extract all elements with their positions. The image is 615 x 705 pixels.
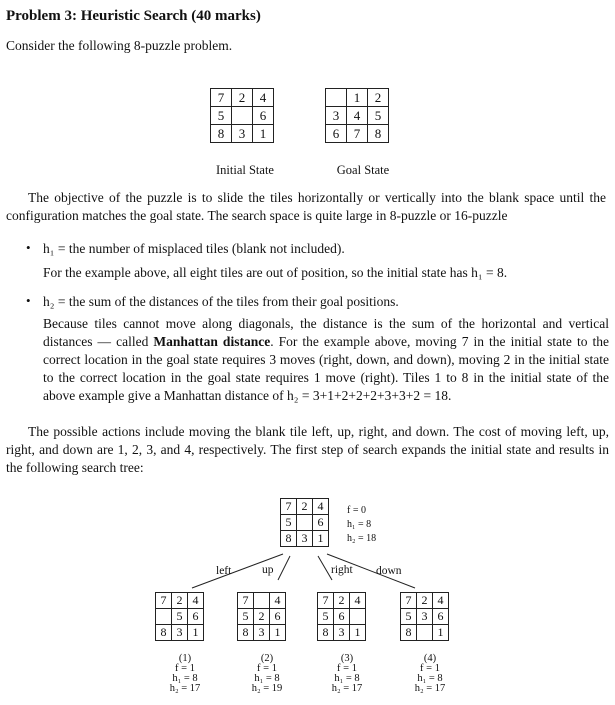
child-node-1-grid: [155, 592, 204, 641]
cell: [417, 625, 433, 641]
cell: 8: [281, 531, 297, 547]
node-h2: h₂ = 19: [251, 683, 283, 694]
cell: 3: [326, 107, 347, 125]
problem-title: Problem 3: Heuristic Search (40 marks): [6, 8, 261, 24]
cell: 4: [270, 593, 286, 609]
cell: 8: [238, 625, 254, 641]
edge-down-label: down: [376, 565, 402, 577]
cell: 5: [238, 609, 254, 625]
node-h2: h₂ = 17: [169, 683, 201, 694]
h1-example: For the example above, all eight tiles are out of position, so the initial state has h₁ = 8.: [43, 265, 508, 280]
cell: 1: [347, 89, 368, 107]
cell: 5: [172, 609, 188, 625]
child-node-1-info: [155, 654, 215, 694]
cell: 4: [350, 593, 366, 609]
cell: 6: [270, 609, 286, 625]
cell: 4: [347, 107, 368, 125]
node-h1: h₁ = 8: [172, 673, 198, 684]
node-number: (1): [178, 653, 192, 664]
h2-text-after: . For the example above, moving 7 in the initial state to the correct location in the goal state requires 3 moves (right, down, and down), moving 2 in the initial state to the correct location in the goal state requires 1 move (right). Tiles 1 to 8 in the initial state of the above example give a Manhattan distance of h₂ = 3+1+2+2+2+3+3+2 = 18.: [43, 334, 609, 403]
cell: 7: [211, 89, 232, 107]
edge-up-line: [278, 556, 290, 580]
cell: 7: [318, 593, 334, 609]
cell: 4: [253, 89, 274, 107]
cell: 2: [368, 89, 389, 107]
root-f-value: f = 0: [347, 505, 366, 516]
cell: 7: [401, 593, 417, 609]
bullet-dot: •: [26, 240, 31, 255]
cell: 3: [417, 609, 433, 625]
root-h2-value: h₂ = 18: [347, 533, 377, 544]
actions-paragraph: The possible actions include moving the blank tile left, up, right, and down. The cost of moving left, up, right, and down are 1, 2, 3, and 4, respectively. The first step of search expands the initial state and results in the following search tree:: [6, 424, 609, 475]
cell: 5: [401, 609, 417, 625]
cell: 8: [401, 625, 417, 641]
cell: 6: [334, 609, 350, 625]
cell: 2: [254, 609, 270, 625]
cell: 1: [270, 625, 286, 641]
objective-paragraph: The objective of the puzzle is to slide the tiles horizontally or vertically into the blank space until the configuration matches the goal state. The search space is quite large in 8-puzzle or 16-puzzle: [6, 190, 606, 223]
node-h1: h₁ = 8: [334, 673, 360, 684]
edge-left-label: left: [216, 565, 232, 577]
child-node-2-info: [237, 654, 297, 694]
cell: 6: [326, 125, 347, 143]
cell: 3: [172, 625, 188, 641]
cell: 6: [253, 107, 274, 125]
cell: [297, 515, 313, 531]
child-node-3-grid: [317, 592, 366, 641]
cell: 2: [417, 593, 433, 609]
cell: 3: [232, 125, 253, 143]
cell: 3: [334, 625, 350, 641]
cell: 4: [433, 593, 449, 609]
cell: 4: [188, 593, 204, 609]
initial-state-label: Initial State: [216, 163, 274, 177]
cell: 5: [281, 515, 297, 531]
cell: 2: [172, 593, 188, 609]
cell: 2: [232, 89, 253, 107]
cell: [156, 609, 172, 625]
goal-state-label: Goal State: [336, 163, 390, 177]
cell: 7: [347, 125, 368, 143]
child-node-3-info: [317, 654, 377, 694]
manhattan-term: Manhattan distance: [153, 334, 271, 349]
cell: 8: [318, 625, 334, 641]
child-node-4-grid: [400, 592, 449, 641]
node-number: (2): [260, 653, 274, 664]
cell: [350, 609, 366, 625]
cell: 5: [211, 107, 232, 125]
edge-right-line: [318, 556, 332, 580]
root-h1-value: h₁ = 8: [347, 519, 372, 530]
cell: 6: [433, 609, 449, 625]
cell: 6: [188, 609, 204, 625]
root-node-grid: [280, 498, 329, 547]
node-f: f = 1: [420, 663, 440, 674]
cell: 3: [297, 531, 313, 547]
child-node-4-info: [400, 654, 460, 694]
cell: 8: [211, 125, 232, 143]
edge-up-label: up: [262, 564, 274, 576]
cell: 2: [297, 499, 313, 515]
cell: 1: [433, 625, 449, 641]
node-h1: h₁ = 8: [254, 673, 280, 684]
cell: [254, 593, 270, 609]
cell: 1: [313, 531, 329, 547]
cell: 5: [368, 107, 389, 125]
cell: 1: [188, 625, 204, 641]
child-node-2-grid: [237, 592, 286, 641]
cell: 5: [318, 609, 334, 625]
node-f: f = 1: [257, 663, 277, 674]
h2-definition: h₂ = the sum of the distances of the tiles from their goal positions.: [43, 294, 399, 309]
edge-right-label: right: [331, 564, 353, 576]
node-number: (4): [423, 653, 437, 664]
h1-definition: h₁ = the number of misplaced tiles (blank not included).: [43, 241, 345, 256]
h2-text-before: Because tiles cannot move along diagonals, the distance is the sum of the horizontal and vertical distances — called: [43, 316, 609, 349]
node-h1: h₁ = 8: [417, 673, 443, 684]
cell: 7: [238, 593, 254, 609]
bullet-dot: •: [26, 293, 31, 308]
node-f: f = 1: [175, 663, 195, 674]
cell: 6: [313, 515, 329, 531]
cell: 1: [350, 625, 366, 641]
node-h2: h₂ = 17: [331, 683, 363, 694]
node-h2: h₂ = 17: [414, 683, 446, 694]
node-number: (3): [340, 653, 354, 664]
node-f: f = 1: [337, 663, 357, 674]
intro-text: Consider the following 8-puzzle problem.: [6, 38, 233, 53]
cell: 2: [334, 593, 350, 609]
cell: 7: [156, 593, 172, 609]
cell: 4: [313, 499, 329, 515]
cell: 7: [281, 499, 297, 515]
cell: 3: [254, 625, 270, 641]
cell: 8: [156, 625, 172, 641]
cell: 1: [253, 125, 274, 143]
cell: 8: [368, 125, 389, 143]
